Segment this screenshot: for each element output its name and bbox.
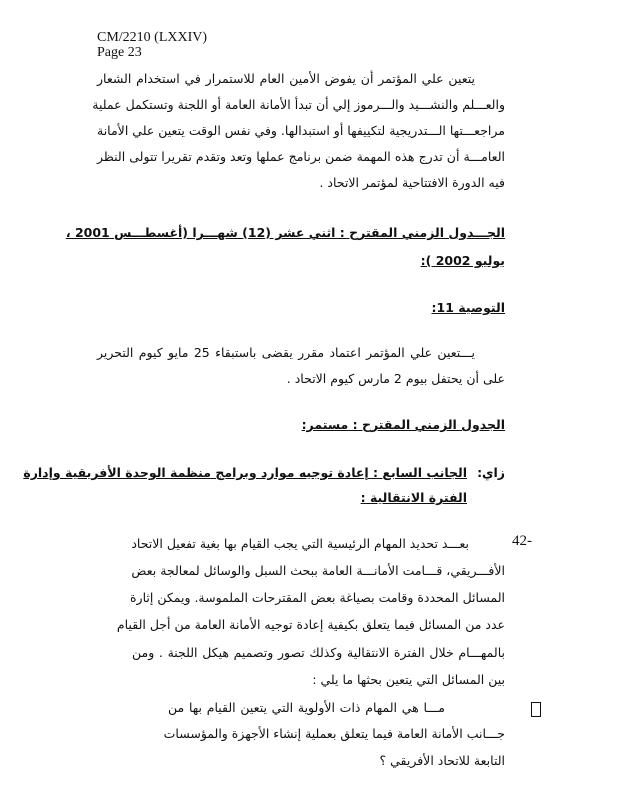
section-title: الجانب السابع : إعادة توجيه موارد وبرامج منظمة الوحدة الأفريقية وإدارة xyxy=(23,465,467,480)
text-line: يـــتعين علي المؤتمر اعتماد مقرر يقضى باستبقاء 25 مايو كيوم التحرير xyxy=(97,345,475,360)
text-line: التابعة للاتحاد الأفريقي ؟ xyxy=(379,753,505,768)
bullet-box-icon xyxy=(531,702,541,717)
text-line: على أن يحتفل بيوم 2 مارس كيوم الاتحاد . xyxy=(286,371,505,386)
page-number: Page 23 xyxy=(97,45,142,60)
text-line: المسائل المحددة وقامت بصياغة بعض المقترحات الملموسة. ويمكن إثارة xyxy=(130,590,505,605)
text-line: العامـــة أن تدرج هذه المهمة ضمن برنامج عملها وتعد وتقدم تقريرا تتولى النظر xyxy=(97,149,505,164)
text-line: فيه الدورة الافتتاحية لمؤتمر الاتحاد . xyxy=(319,175,505,190)
timeline-heading: يوليو 2002 ): xyxy=(420,253,505,268)
text-line: بين المسائل التي يتعين بحثها ما يلي : xyxy=(312,672,505,687)
text-line: جـــانب الأمانة العامة فيما يتعلق بعملية إنشاء الأجهزة والمؤسسات xyxy=(163,726,505,741)
text-line: بعـــد تحديد المهام الرئيسية التي يجب القيام بها بغية تفعيل الاتحاد xyxy=(131,536,469,551)
text-line: مـــا هي المهام ذات الأولوية التي يتعين القيام بها من xyxy=(168,700,445,715)
recommendation-title: التوصية 11: xyxy=(431,300,505,315)
text-line: مراجعـــتها الـــتدريجية لتكييفها أو استبدالها. وفي نفس الوقت يتعين علي الأمانة xyxy=(97,123,505,138)
timeline-heading: الجدول الزمني المقترح : مستمر: xyxy=(301,417,505,432)
text-line: الأفـــريقي، قـــامت الأمانـــة العامة ببحث السبل والوسائل لمعالجة بعض xyxy=(131,563,505,578)
timeline-heading: الجـــدول الزمني المقترح : اثني عشر (12) شهـــرا (أغسطـــس 2001 ، xyxy=(65,225,505,240)
text-line: يتعين علي المؤتمر أن يفوض الأمين العام للاستمرار في استخدام الشعار xyxy=(97,71,475,86)
document-id: CM/2210 (LXXIV) xyxy=(97,30,208,45)
section-title: الفترة الانتقالية : xyxy=(360,490,467,505)
text-line: عدد من المسائل فيما يتعلق بكيفية إعادة توجيه الأمانة العامة من أجل القيام xyxy=(116,617,505,632)
text-line: بالمهـــام خلال الفترة الانتقالية وكذلك تصور وتصميم هيكل اللجنة . ومن xyxy=(132,645,505,660)
paragraph-number: 42- xyxy=(512,533,532,549)
section-label: زاي: xyxy=(477,465,505,480)
text-line: والعـــلم والنشـــيد والـــرموز إلي أن تبدأ الأمانة العامة أو اللجنة وتستكمل عملية xyxy=(92,97,505,112)
